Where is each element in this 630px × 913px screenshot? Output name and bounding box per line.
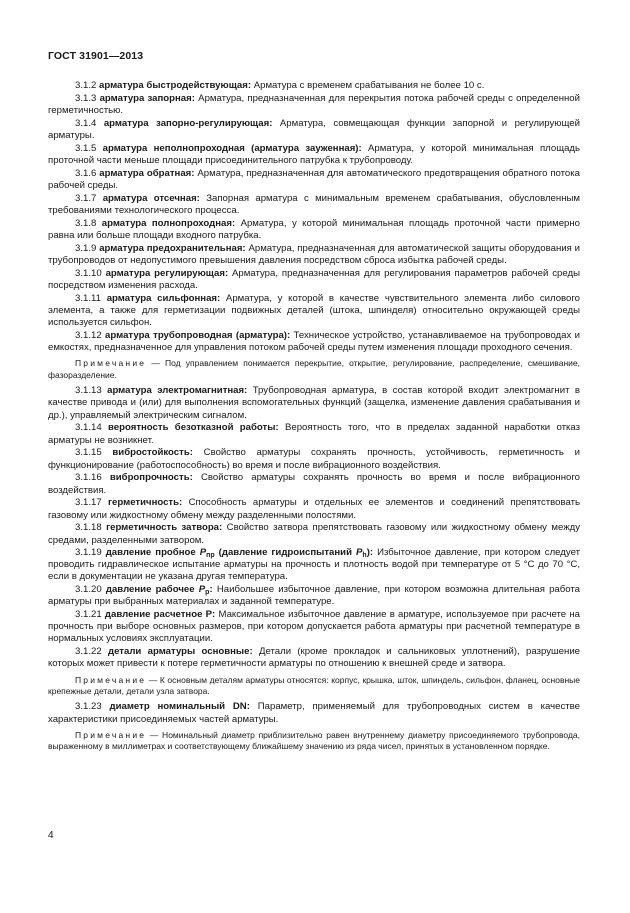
definition-3-1-23 — [48, 701, 580, 725]
definition-3-1-15 — [48, 447, 580, 471]
definition-3-1-3 — [48, 93, 580, 117]
term-number: 3.1.5 — [75, 142, 97, 154]
term-name: вероятность безотказной работы: — [108, 422, 279, 434]
definition-3-1-20 — [48, 584, 580, 608]
term-name: вибростойкость: — [112, 447, 193, 459]
note-text: — К основным деталям арматуры относятся: корпус, крышка, шток, шпиндель, сильфон, фланец, основные крепежные детали, детали узла затвора. — [48, 674, 580, 697]
term-definition: Арматура, предназначенная для автоматической защиты оборудования и трубопроводов от недопустимого превышения давления посредством сброса избытка рабочей среды. — [48, 242, 580, 266]
term-definition: Техническое устройство, устанавливаемое на трубопроводах и емкостях, предназначенное для управления потоком рабочей среды путем изменения площади проходного сечения. — [48, 330, 580, 354]
term-name: давление рабочее $P_р$: — [105, 584, 213, 597]
term-definition: Свойство арматуры сохранять прочность во время и после вибрационного воздействия. — [48, 472, 580, 496]
term-name: арматура неполнопроходная (арматура зауженная): — [102, 142, 362, 154]
definition-3-1-11 — [48, 293, 580, 330]
term-definition: Арматура с временем срабатывания не более 10 с. — [253, 80, 485, 91]
term-name: арматура предохранительная: — [99, 242, 246, 254]
definition-3-1-22 — [48, 646, 580, 670]
term-definition: Арматура, предназначенная для регулирования параметров рабочей среды посредством изменения расхода. — [48, 267, 580, 291]
definition-3-1-9 — [48, 243, 580, 267]
term-number: 3.1.16 — [75, 472, 102, 484]
term-number: 3.1.13 — [75, 385, 102, 397]
definitions-list-b — [48, 385, 580, 547]
definition-3-1-12 — [48, 330, 580, 354]
term-number: 3.1.7 — [75, 192, 97, 204]
term-number: 3.1.4 — [75, 117, 97, 129]
term-name: арматура запорно-регулирующая: — [103, 117, 273, 129]
term-number: 3.1.17 — [75, 497, 102, 509]
term-definition: Параметр, применяемый для трубопроводных систем в качестве характеристики присоединяемых частей арматуры. — [48, 701, 581, 725]
term-name: арматура отсечная: — [102, 192, 200, 204]
term-name: диаметр номинальный DN: — [109, 701, 250, 713]
term-definition: Трубопроводная арматура, в состав которой входит электромагнит в качестве привода и (или) для выполнения вспомогательных функций (защелка, изменение давления срабатывания и др.), управляемый электрическим сигналом. — [48, 385, 580, 421]
definition-3-1-18 — [48, 522, 580, 546]
note-label: Примечание — [75, 674, 147, 685]
term-number: 3.1.14 — [75, 422, 102, 434]
document-code-header: ГОСТ 31901—2013 — [48, 50, 144, 62]
term-number: 3.1.3 — [75, 92, 97, 104]
definition-3-1-8 — [48, 218, 580, 242]
term-number: 3.1.18 — [75, 522, 102, 534]
term-definition: Максимальное избыточное давление в арматуре, используемое при расчете на прочность при выборе основных размеров, при котором допускается работа арматуры при расчетной температуре в нормальных условиях эксплуатации. — [48, 609, 581, 645]
term-name: детали арматуры основные: — [108, 646, 253, 658]
definition-3-1-4 — [48, 118, 580, 142]
term-definition: Наибольшее избыточное давление, при котором возможна длительная работа арматуры при выбранных материалах и заданной температуре. — [48, 584, 580, 608]
term-name: арматура электромагнитная: — [107, 385, 248, 397]
term-number: 3.1.10 — [75, 267, 102, 279]
term-definition: Свойство арматуры сохранять прочность, устойчивость, герметичность и функционирование (работоспособность) во время и после вибрационного воздействия. — [48, 447, 580, 471]
definition-3-1-16 — [48, 472, 580, 496]
term-definition: Детали (кроме прокладок и сальниковых уплотнений), разрушение которых может привести к потере герметичности арматуры по отношению к внешней среде и затвора. — [48, 646, 581, 670]
term-number: 3.1.21 — [75, 609, 102, 621]
definition-3-1-19 — [48, 547, 580, 584]
term-number: 3.1.6 — [75, 167, 97, 179]
definition-3-1-17 — [48, 497, 580, 521]
definition-3-1-5 — [48, 143, 580, 167]
definition-3-1-14 — [48, 422, 580, 446]
term-name: арматура трубопроводная (арматура): — [105, 330, 291, 341]
term-name: арматура полнопроходная: — [101, 217, 236, 229]
term-name: арматура сильфонная: — [106, 292, 221, 304]
term-number: 3.1.20 — [75, 584, 102, 596]
term-name: арматура регулирующая: — [105, 267, 229, 279]
term-definition: Арматура, предназначенная для перекрытия потока рабочей среды с определенной герметичностью. — [48, 92, 580, 116]
note-3 — [48, 730, 580, 753]
term-name: вибропрочность: — [109, 472, 193, 484]
definition-3-1-7 — [48, 193, 580, 217]
definition-3-1-2 — [48, 80, 580, 92]
term-definition: Запорная арматура с минимальным временем срабатывания, обусловленным требованиями технологического процесса. — [48, 192, 580, 216]
term-name: арматура запорная: — [99, 92, 195, 104]
term-number: 3.1.12 — [75, 330, 102, 341]
definition-3-1-13 — [48, 385, 580, 422]
term-definition: Арматура, у которой в качестве чувствительного элемента либо силового элемента, а также для герметизации подвижных деталей (штока, шпинделя) относительно окружающей среды используется сильфон. — [48, 292, 580, 329]
term-name: давление расчетное P: — [104, 609, 216, 621]
note-1 — [48, 358, 580, 381]
definitions-list-a — [48, 80, 580, 354]
terms-section — [48, 80, 580, 757]
note-2 — [48, 675, 580, 698]
term-number: 3.1.11 — [75, 292, 101, 304]
note-text: — Под управлением понимается перекрытие, открытие, регулирование, распределение, смешивание, фазоразделение. — [48, 358, 580, 380]
term-number: 3.1.15 — [75, 447, 102, 459]
term-definition: Арматура, предназначенная для автоматического предотвращения обратного потока рабочей среды. — [48, 167, 581, 191]
term-definition: Арматура, у которой минимальная площадь проточной части меньше площади присоединительного патрубка к трубопроводу. — [48, 142, 581, 166]
term-definition: Арматура, совмещающая функции запорной и регулирующей арматуры. — [48, 117, 580, 141]
definition-3-1-10 — [48, 268, 580, 292]
term-name: арматура быстродействующая: — [99, 80, 252, 91]
note-label: Примечание — [75, 729, 147, 740]
term-name: герметичность: — [108, 497, 183, 509]
term-number: 3.1.22 — [75, 646, 102, 658]
note-text: — Номинальный диаметр приблизительно равен внутреннему диаметру присоединяемого трубопровода, выраженному в миллиметрах и соответствующему ближайшему значению из ряда чисел, принятых в установленном порядке. — [48, 729, 580, 752]
term-definition: Свойство затвора препятствовать газовому или жидкостному обмену между средами, разделенными затвором. — [48, 522, 581, 546]
term-definition: Вероятность того, что в пределах заданной наработки отказ арматуры не возникнет. — [48, 422, 580, 446]
term-name: давление пробное $P_{пр}$ (давление гидроиспытаний $P_h$): — [105, 546, 374, 559]
term-number: 3.1.2 — [75, 80, 97, 91]
term-definition: Способность арматуры и отдельных ее элементов и соединений препятствовать газовому или жидкостному обмену между разделенными полостями. — [48, 497, 580, 521]
definition-3-1-6 — [48, 168, 580, 192]
term-name: герметичность затвора: — [106, 522, 223, 534]
page-number: 4 — [48, 830, 54, 841]
note-label: Примечание — [75, 358, 147, 369]
term-definition: Арматура, у которой минимальная площадь проточной части примерно равна или больше площади входного патрубка. — [48, 217, 580, 241]
definition-3-1-21 — [48, 609, 580, 646]
term-number: 3.1.9 — [75, 242, 97, 254]
term-number: 3.1.23 — [75, 701, 102, 713]
term-number: 3.1.8 — [75, 217, 97, 229]
term-definition: Избыточное давление, при котором следует проводить гидравлическое испытание арматуры на прочность и плотность водой при температуре от 5 °С до 70 °С, если в документации не указана другая температура. — [48, 546, 580, 583]
term-number: 3.1.19 — [75, 546, 102, 558]
term-name: арматура обратная: — [99, 167, 195, 179]
